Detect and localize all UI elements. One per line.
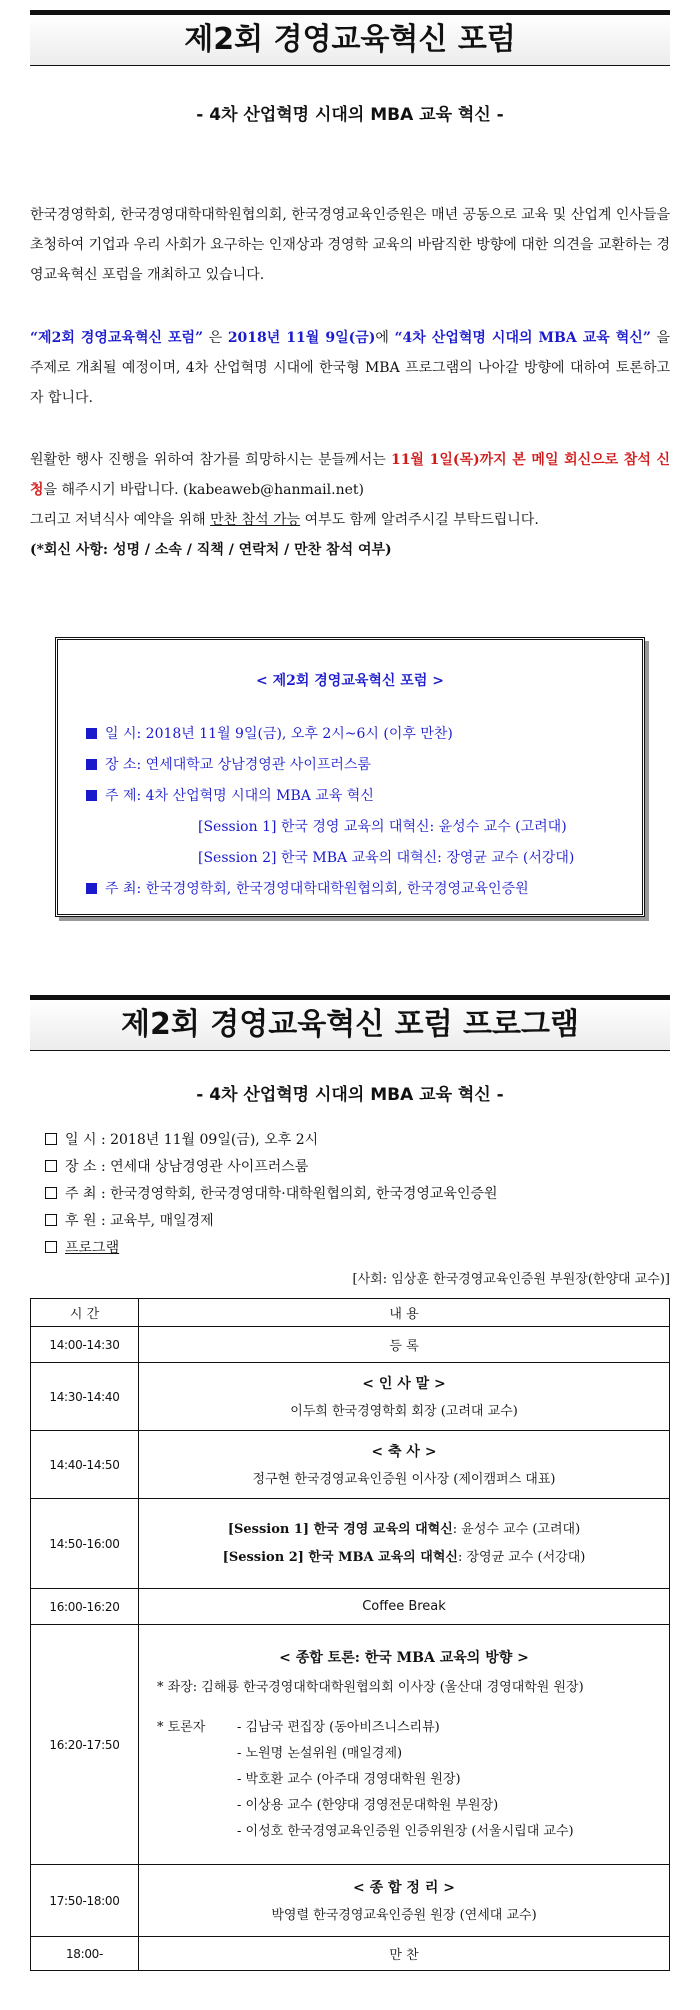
square-bullet-icon bbox=[86, 759, 97, 770]
row-time: 18:00- bbox=[31, 1937, 139, 1971]
panelists bbox=[157, 1715, 669, 1845]
session-speaker: : 윤성수 교수 (고려대) bbox=[452, 1521, 581, 1537]
panelist: - 노원명 논설위원 (매일경제) bbox=[237, 1745, 403, 1761]
program-meta-list bbox=[45, 1127, 498, 1262]
meta-text: 후 원 : 교육부, 매일경제 bbox=[65, 1213, 214, 1229]
meta-text: 일 시 : 2018년 11월 09일(금), 오후 2시 bbox=[65, 1132, 319, 1148]
row-time: 17:50-18:00 bbox=[31, 1865, 139, 1937]
row-content bbox=[139, 1625, 670, 1865]
row-speaker: 이두희 한국경영학회 회장 (고려대 교수) bbox=[290, 1403, 518, 1419]
session-speaker: : 장영균 교수 (서강대) bbox=[457, 1549, 586, 1565]
table-row bbox=[31, 1499, 670, 1589]
text-fragment: 그리고 저녁식사 예약을 위해 bbox=[30, 512, 211, 528]
panelist: - 박호환 교수 (아주대 경영대학원 원장) bbox=[237, 1771, 461, 1787]
meta-item bbox=[45, 1208, 498, 1235]
checkbox-icon bbox=[45, 1133, 57, 1145]
row-speaker: 박영렬 한국경영교육인증원 원장 (연세대 교수) bbox=[271, 1907, 537, 1923]
panelist: - 이성호 한국경영교육인증원 인증위원장 (서울시립대 교수) bbox=[237, 1823, 574, 1839]
table-row bbox=[31, 1363, 670, 1431]
row-heading: < 종합 토론: 한국 MBA 교육의 방향 > bbox=[279, 1649, 529, 1666]
forum-name: “제2회 경영교육혁신 포럼” bbox=[30, 330, 204, 346]
info-theme bbox=[86, 785, 374, 805]
discussion-details bbox=[139, 1675, 669, 1845]
moderator-note: [사회: 임상훈 한국경영교육인증원 부원장(한양대 교수)] bbox=[352, 1272, 670, 1287]
text-fragment: 에 bbox=[375, 330, 395, 346]
program-title bbox=[30, 995, 670, 1051]
table-row bbox=[31, 1937, 670, 1971]
meta-text: 장 소 : 연세대 상남경영관 사이프러스룸 bbox=[65, 1159, 309, 1175]
info-place-text: 장 소: 연세대학교 상남경영관 사이프러스룸 bbox=[105, 757, 371, 773]
reply-items: (*회신 사항: 성명 / 소속 / 직책 / 연락처 / 만찬 참석 여부) bbox=[30, 542, 392, 558]
info-date-text: 일 시: 2018년 11월 9일(금), 오후 2시~6시 (이후 만찬) bbox=[105, 726, 453, 742]
table-row bbox=[31, 1865, 670, 1937]
row-time: 14:40-14:50 bbox=[31, 1431, 139, 1499]
checkbox-icon bbox=[45, 1187, 57, 1199]
checkbox-icon bbox=[45, 1241, 57, 1253]
info-box-title: < 제2회 경영교육혁신 포럼 > bbox=[256, 673, 444, 689]
content-column-header: 내 용 bbox=[139, 1299, 670, 1327]
square-bullet-icon bbox=[86, 790, 97, 801]
row-content: Coffee Break bbox=[139, 1589, 670, 1625]
table-row bbox=[31, 1327, 670, 1363]
session-1-line bbox=[139, 1516, 669, 1544]
info-session-1: [Session 1] 한국 경영 교육의 대혁신: 윤성수 교수 (고려대) bbox=[198, 819, 567, 835]
table-header-row bbox=[31, 1299, 670, 1327]
text-fragment: 원활한 행사 진행을 위하여 참가를 희망하시는 분들께서는 bbox=[30, 452, 391, 468]
intro-paragraph-2 bbox=[30, 323, 670, 413]
row-content: 만 찬 bbox=[139, 1937, 670, 1971]
chair: * 좌장: 김해룡 한국경영대학대학원협의회 이사장 (울산대 경영대학원 원장) bbox=[157, 1679, 584, 1695]
info-host-text: 주 최: 한국경영학회, 한국경영대학대학원협의회, 한국경영교육인증원 bbox=[105, 881, 529, 897]
program-table bbox=[30, 1298, 670, 1971]
session-label: [Session 2] 한국 MBA 교육의 대혁신 bbox=[222, 1549, 458, 1565]
checkbox-icon bbox=[45, 1214, 57, 1226]
text-fragment: 을 주제로 개최될 예정이며, 4차 산업혁명 시대에 한국형 MBA 프로그램의 나아갈 방향에 대하여 토론하고자 합니다. bbox=[30, 330, 671, 406]
panelist: - 이상용 교수 (한양대 경영전문대학원 부원장) bbox=[237, 1797, 499, 1813]
intro-paragraph-1: 한국경영학회, 한국경영대학대학원협의회, 한국경영교육인증원은 매년 공동으로 교육 및 산업계 인사들을 초청하여 기업과 우리 사회가 요구하는 인재상과 경영학 교육의 바람직한 방향에 대한 의견을 교환하는 경영교육혁신 포럼을 개최하고 있습니다. bbox=[30, 207, 670, 283]
row-time: 16:20-17:50 bbox=[31, 1625, 139, 1865]
text-fragment: 여부도 함께 알려주시길 부탁드립니다. bbox=[300, 512, 539, 528]
info-session-2: [Session 2] 한국 MBA 교육의 대혁신: 장영균 교수 (서강대) bbox=[198, 850, 575, 866]
table-row bbox=[31, 1625, 670, 1865]
table-row bbox=[31, 1431, 670, 1499]
meta-item bbox=[45, 1127, 498, 1154]
page-title bbox=[30, 10, 670, 66]
row-heading: < 인 사 말 > bbox=[362, 1375, 446, 1392]
meta-item bbox=[45, 1181, 498, 1208]
rsvp-deadline: 11월 1일(목)까지 본 메일 회신으로 참석 신청 bbox=[30, 452, 670, 498]
text-fragment: 은 bbox=[203, 330, 228, 346]
row-time: 16:00-16:20 bbox=[31, 1589, 139, 1625]
row-content bbox=[139, 1865, 670, 1937]
row-time: 14:50-16:00 bbox=[31, 1499, 139, 1589]
row-heading: < 종 합 정 리 > bbox=[353, 1879, 455, 1896]
checkbox-icon bbox=[45, 1160, 57, 1172]
panelist: - 김남국 편집장 (동아비즈니스리뷰) bbox=[237, 1719, 440, 1735]
panelists-list bbox=[237, 1715, 574, 1845]
session-2-line bbox=[139, 1544, 669, 1572]
row-speaker: 정구현 한국경영교육인증원 이사장 (제이캠퍼스 대표) bbox=[252, 1471, 556, 1487]
row-heading: < 축 사 > bbox=[371, 1443, 437, 1460]
meta-item bbox=[45, 1154, 498, 1181]
panelists-label: * 토론자 bbox=[157, 1719, 206, 1735]
row-time: 14:30-14:40 bbox=[31, 1363, 139, 1431]
dinner-attendance: 만찬 참석 가능 bbox=[210, 512, 301, 528]
info-host bbox=[86, 878, 529, 898]
row-content bbox=[139, 1499, 670, 1589]
intro-paragraph-4 bbox=[30, 505, 670, 535]
session-label: [Session 1] 한국 경영 교육의 대혁신 bbox=[227, 1521, 453, 1537]
row-content: 등 록 bbox=[139, 1327, 670, 1363]
row-time: 14:00-14:30 bbox=[31, 1327, 139, 1363]
square-bullet-icon bbox=[86, 883, 97, 894]
meta-item bbox=[45, 1235, 498, 1262]
intro-paragraph-3 bbox=[30, 445, 670, 505]
forum-info-box bbox=[55, 637, 645, 917]
info-date bbox=[86, 723, 453, 743]
info-place bbox=[86, 754, 371, 774]
time-column-header: 시 간 bbox=[31, 1299, 139, 1327]
row-content bbox=[139, 1431, 670, 1499]
square-bullet-icon bbox=[86, 728, 97, 739]
table-row bbox=[31, 1589, 670, 1625]
meta-text: 주 최 : 한국경영학회, 한국경영대학·대학원협의회, 한국경영교육인증원 bbox=[65, 1186, 498, 1202]
row-content bbox=[139, 1363, 670, 1431]
program-subtitle: - 4차 산업혁명 시대의 MBA 교육 혁신 - bbox=[196, 1085, 504, 1105]
program-title-text: 제2회 경영교육혁신 포럼 프로그램 bbox=[121, 1007, 579, 1042]
page-subtitle: - 4차 산업혁명 시대의 MBA 교육 혁신 - bbox=[196, 105, 504, 125]
meta-text: 프로그램 bbox=[65, 1240, 120, 1256]
text-fragment: 을 해주시기 바랍니다. (kabeaweb@hanmail.net) bbox=[43, 482, 364, 498]
page-title-text: 제2회 경영교육혁신 포럼 bbox=[184, 22, 516, 57]
forum-date: 2018년 11월 9일(금) bbox=[227, 330, 376, 346]
forum-theme: “4차 산업혁명 시대의 MBA 교육 혁신” bbox=[394, 330, 651, 346]
info-theme-text: 주 제: 4차 산업혁명 시대의 MBA 교육 혁신 bbox=[105, 788, 374, 804]
